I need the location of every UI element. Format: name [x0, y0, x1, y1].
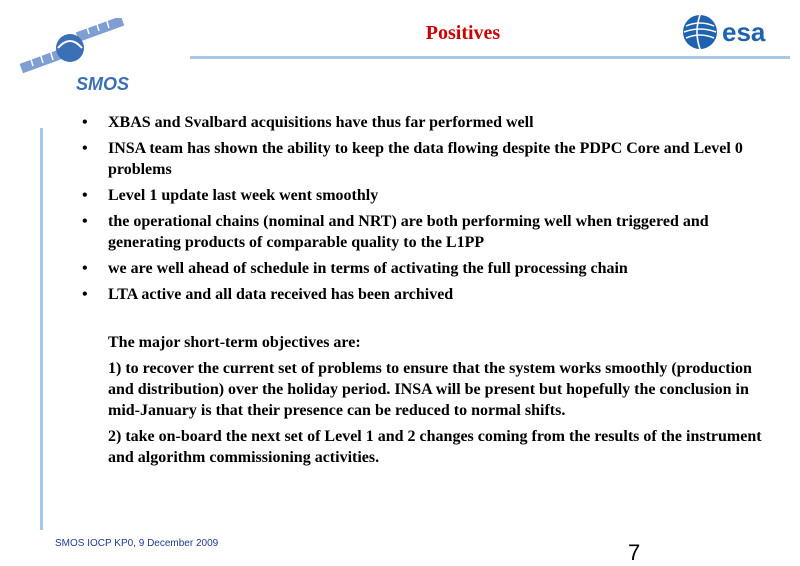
objectives-heading: The major short-term objectives are: — [108, 334, 361, 351]
esa-logo — [680, 12, 792, 52]
list-item: • INSA team has shown the ability to keep the data flowing despite the PDPC Core and Level 0 problems — [78, 138, 768, 180]
page-title: Positives — [425, 22, 501, 44]
header-divider — [190, 56, 790, 59]
smos-satellite-icon — [18, 18, 138, 98]
esa-logo-text: esa — [722, 17, 766, 47]
slide-body — [78, 112, 768, 468]
list-item: • LTA active and all data received has been archived — [78, 284, 768, 305]
list-item: • we are well ahead of schedule in terms of activating the full processing chain — [78, 258, 768, 279]
list-item: • XBAS and Svalbard acquisitions have thus far performed well — [78, 112, 768, 133]
esa-globe-icon — [680, 12, 792, 52]
left-divider — [40, 128, 43, 530]
list-item: • the operational chains (nominal and NRT) are both performing well when triggered and generating products of comparable quality to the L1PP — [78, 211, 768, 253]
smos-logo — [18, 18, 138, 98]
objective-item: 2) take on-board the next set of Level 1 and 2 changes coming from the results of the instrument and algorithm commissioning activities. — [108, 428, 762, 466]
footer-text: SMOS IOCP KP0, 9 December 2009 — [55, 538, 219, 549]
smos-logo-text: SMOS — [76, 74, 130, 94]
positives-list — [78, 112, 768, 305]
page-number: 7 — [628, 540, 641, 565]
list-item: • Level 1 update last week went smoothly — [78, 185, 768, 206]
objective-item: 1) to recover the current set of problems to ensure that the system works smoothly (production and distribution) over the holiday period. INSA will be present but hopefully the conclusion in mid-January is that their presence can be reduced to normal shifts. — [108, 360, 752, 419]
